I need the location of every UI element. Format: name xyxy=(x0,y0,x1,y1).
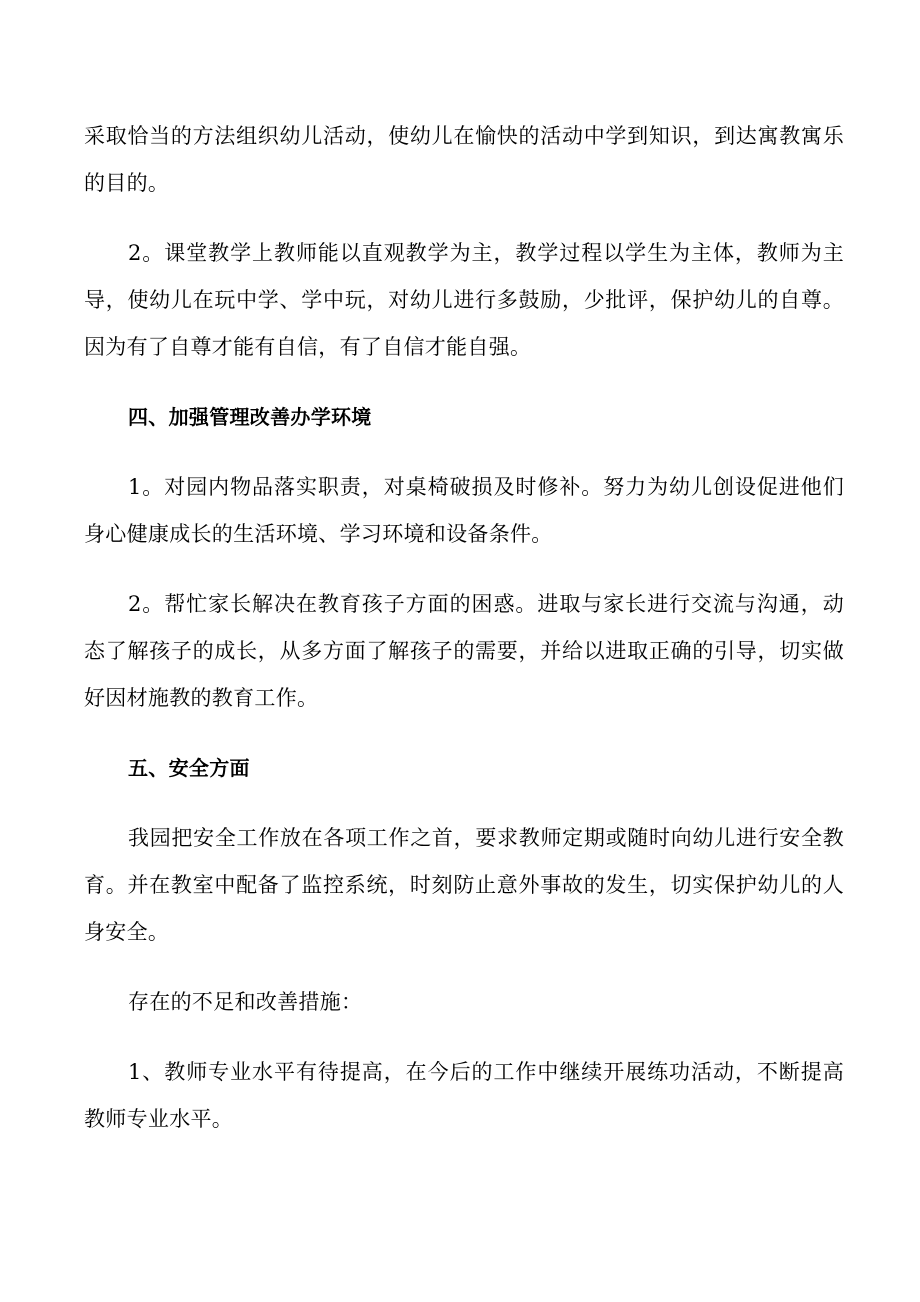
paragraph-safety: 我园把安全工作放在各项工作之首，要求教师定期或随时向幼儿进行安全教育。并在教室中配备了监控系统，时刻防止意外事故的发生，切实保护幼儿的人身安全。 xyxy=(84,826,844,944)
paragraph-continued: 采取恰当的方法组织幼儿活动，使幼儿在愉快的活动中学到知识，到达寓教寓乐的目的。 xyxy=(84,124,844,195)
paragraph-facilities: 1。对园内物品落实职责，对桌椅破损及时修补。努力为幼儿创设促进他们身心健康成长的生活环境、学习环境和设备条件。 xyxy=(84,475,844,546)
paragraph-improvement-1: 1、教师专业水平有待提高，在今后的工作中继续开展练功活动，不断提高教师专业水平。 xyxy=(84,1060,844,1131)
document-body xyxy=(84,113,844,1166)
paragraph-parents: 2。帮忙家长解决在教育孩子方面的困惑。进取与家长进行交流与沟通，动态了解孩子的成长，从多方面了解孩子的需要，并给以进取正确的引导，切实做好因材施教的教育工作。 xyxy=(84,592,844,710)
paragraph-teaching-method: 2。课堂教学上教师能以直观教学为主，教学过程以学生为主体，教师为主导，使幼儿在玩中学、学中玩，对幼儿进行多鼓励，少批评，保护幼儿的自尊。因为有了自尊才能有自信，有了自信才能自强。 xyxy=(84,241,844,359)
section-heading-management: 四、加强管理改善办学环境 xyxy=(128,405,372,429)
section-heading-safety: 五、安全方面 xyxy=(128,756,250,780)
paragraph-shortcomings-title: 存在的不足和改善措施： xyxy=(128,990,363,1014)
